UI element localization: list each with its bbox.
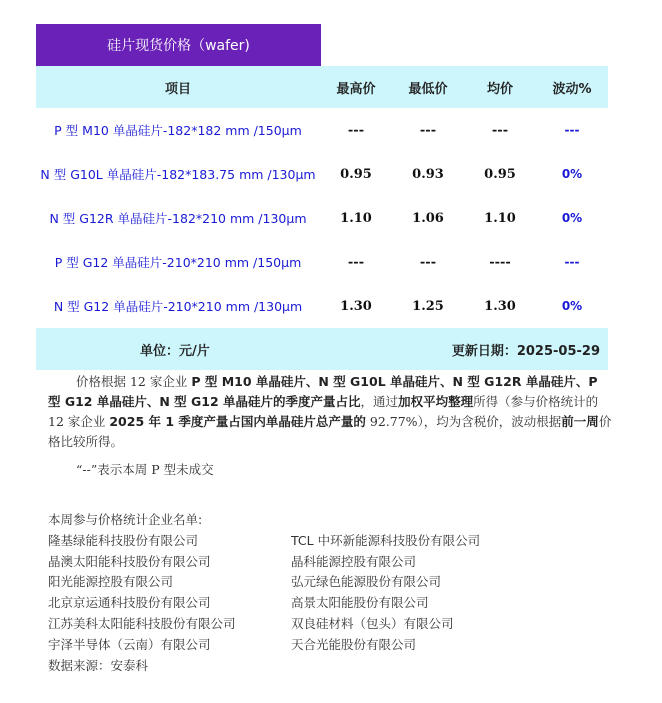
row-min: --- [419,254,437,270]
company-name: 隆基绿能科技股份有限公司 [48,532,199,548]
unit-label: 单位：元/片 [140,343,210,359]
table-row [36,240,608,284]
update-date: 更新日期：2025-05-29 [451,343,600,359]
row-avg: --- [491,122,509,138]
row-change: --- [564,255,580,269]
price-table [36,66,608,370]
note-bold: 加权平均整理 [398,394,474,409]
row-min: --- [419,122,437,138]
header-max: 最高价 [336,81,376,97]
company-name: TCL 中环新能源科技股份有限公司 [291,532,481,548]
table-row [36,108,608,152]
header-avg: 均价 [486,81,513,97]
table-header [36,66,608,108]
table-row [36,152,608,196]
header-min: 最低价 [408,81,448,97]
company-name: 双良硅材料（包头）有限公司 [291,615,454,631]
row-change: --- [564,123,580,137]
row-change: 0% [561,211,583,225]
page-title: 硅片现货价格（wafer) [36,24,321,66]
table-footer [36,328,608,370]
note-bold: P 型 M10 单晶硅片、N 型 G10L 单晶硅片、N 型 G12R 单晶硅片、P 型 G12 单晶硅片、N 型 G12 单晶硅片的季度产量占比 [48,374,598,409]
company-name: 晶科能源控股有限公司 [291,553,417,569]
company-name: 阳光能源控股有限公司 [48,574,174,590]
row-change: 0% [561,299,583,313]
note-text: 价格根据 12 家企业 [76,374,192,389]
row-max: --- [347,254,365,270]
methodology-notes [48,372,614,480]
row-min: 0.93 [412,166,444,182]
table-row [36,284,608,328]
no-trade-note: “--”表示本周 P 型未成交 [76,462,214,477]
data-source: 数据来源：安泰科 [48,657,149,673]
row-max: 1.10 [340,210,372,226]
row-item: N 型 G12 单晶硅片-210*210 mm /130µm [53,299,303,314]
note-bold: 前一周 [561,414,599,429]
company-list [48,510,618,676]
company-name: 高景太阳能股份有限公司 [291,595,429,611]
table-row [36,196,608,240]
note-text: ，通过 [360,394,399,409]
note-text: 价格比较所得。 [48,414,612,449]
company-name: 江苏美科太阳能科技股份有限公司 [48,615,236,631]
row-min: 1.06 [412,210,444,226]
note-text: 92.77%），均为含税价，波动根据 [365,414,562,429]
row-avg: 0.95 [484,166,516,182]
company-name: 天合光能股份有限公司 [291,636,417,652]
note-bold: 2025 年 1 季度产量占国内单晶硅片总产量的 [109,414,366,429]
row-max: --- [347,122,365,138]
note-text: 所得（参与价格统计的 12 家企业 [48,394,599,429]
row-avg: ---- [489,254,511,270]
methodology-paragraph [48,372,614,452]
row-avg: 1.30 [484,298,516,314]
row-max: 0.95 [340,166,372,182]
row-item: N 型 G10L 单晶硅片-182*183.75 mm /130µm [40,167,316,182]
company-grid [48,531,618,656]
header-change: 波动% [552,81,592,97]
company-list-heading: 本周参与价格统计企业名单: [48,512,203,527]
row-change: 0% [561,167,583,181]
row-min: 1.25 [412,298,444,314]
company-name: 弘元绿色能源股份有限公司 [291,574,442,590]
header-item: 项目 [164,81,191,97]
company-name: 晶澳太阳能科技股份有限公司 [48,553,211,569]
row-item: P 型 M10 单晶硅片-182*182 mm /150µm [54,123,302,138]
row-avg: 1.10 [484,210,516,226]
row-max: 1.30 [340,298,372,314]
company-name: 北京京运通科技股份有限公司 [48,595,211,611]
row-item: P 型 G12 单晶硅片-210*210 mm /150µm [54,255,302,270]
row-item: N 型 G12R 单晶硅片-182*210 mm /130µm [49,211,307,226]
company-name: 宇泽半导体（云南）有限公司 [48,636,211,652]
